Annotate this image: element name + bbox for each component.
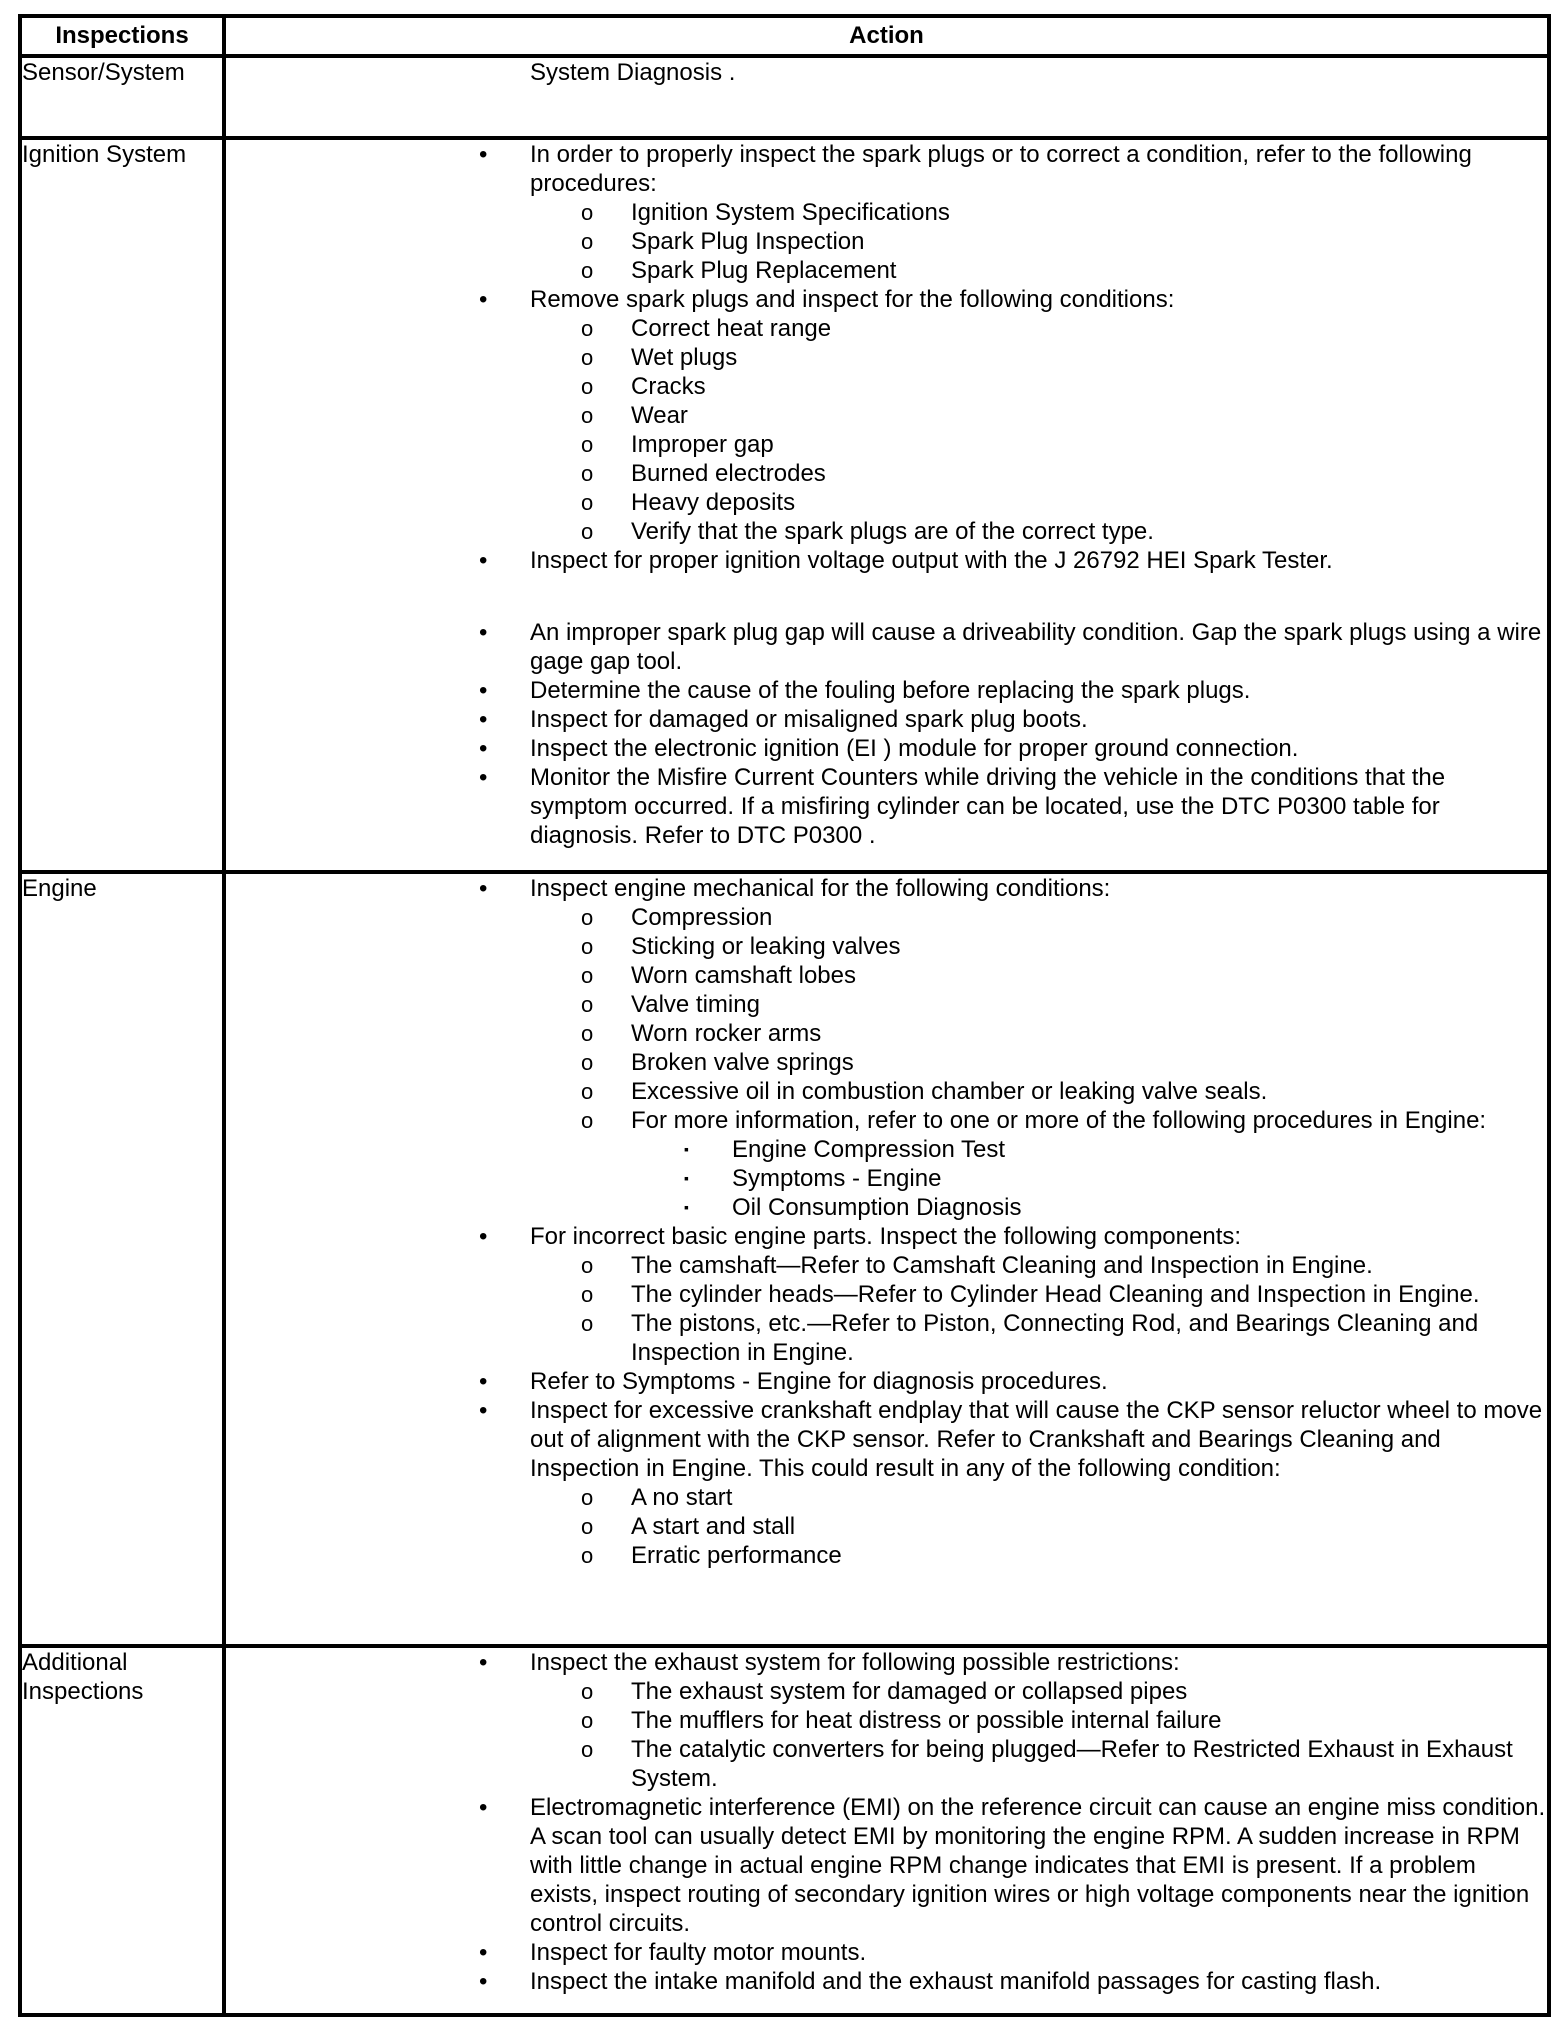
list-item: o The mufflers for heat distress or possible internal failure bbox=[581, 1707, 1222, 1734]
row-label-additional: Additional Inspections bbox=[20, 1646, 224, 2015]
list-item: o Worn camshaft lobes bbox=[581, 962, 856, 989]
bullet-icon: • bbox=[479, 1397, 488, 1424]
list-item: o A no start bbox=[581, 1484, 733, 1511]
circle-bullet-icon: o bbox=[581, 1737, 594, 1762]
list-item: o The exhaust system for damaged or collapsed pipes bbox=[581, 1678, 1188, 1705]
list-item: • In order to properly inspect the spark plugs or to correct a condition, refer to the following procedures: o Ignition System Specifications o Spark Plug Inspection o Spark Plug Replacement bbox=[226, 140, 1547, 285]
list-item: o Ignition System Specifications bbox=[581, 199, 950, 226]
bullet-icon: • bbox=[479, 1939, 488, 1966]
circle-bullet-icon: o bbox=[581, 905, 594, 930]
circle-bullet-icon: o bbox=[581, 1311, 594, 1336]
square-bullet-icon: ▪ bbox=[684, 1170, 689, 1186]
list-item: ▪ Engine Compression Test bbox=[684, 1136, 1006, 1163]
bullet-icon: • bbox=[479, 875, 488, 902]
bullet-icon: • bbox=[479, 1223, 488, 1250]
header-row bbox=[20, 16, 1549, 56]
list-item: o Sticking or leaking valves bbox=[581, 933, 901, 960]
circle-bullet-icon: o bbox=[581, 403, 594, 428]
list-item: o The catalytic converters for being plugged—Refer to Restricted Exhaust in Exhaust System. bbox=[581, 1736, 1513, 1792]
list-item: • Determine the cause of the fouling before replacing the spark plugs. bbox=[479, 677, 1251, 704]
circle-bullet-icon: o bbox=[581, 229, 594, 254]
bullet-icon: • bbox=[479, 1794, 488, 1821]
bullet-icon: • bbox=[479, 677, 488, 704]
row-label-sensor: Sensor/System bbox=[20, 56, 224, 138]
bullet-icon: • bbox=[479, 1368, 488, 1395]
inspections-table bbox=[18, 14, 1551, 2017]
circle-bullet-icon: o bbox=[581, 1282, 594, 1307]
list-item: o Compression bbox=[581, 904, 773, 931]
circle-bullet-icon: o bbox=[581, 1679, 594, 1704]
circle-bullet-icon: o bbox=[581, 963, 594, 988]
list-item: ▪ Oil Consumption Diagnosis bbox=[684, 1194, 1022, 1221]
bullet-icon: • bbox=[479, 141, 488, 168]
circle-bullet-icon: o bbox=[581, 519, 594, 544]
list-item: • Remove spark plugs and inspect for the following conditions: o Correct heat range o Wet plugs o Cracks o Wear o Improper gap o Burned electrodes o Heavy deposits o Verify that the spark plugs are of the correct type. bbox=[226, 285, 1547, 546]
list-item: o Worn rocker arms bbox=[581, 1020, 822, 1047]
list-item: o Wet plugs bbox=[581, 344, 738, 371]
circle-bullet-icon: o bbox=[581, 200, 594, 225]
action-cell-engine bbox=[224, 872, 1549, 1646]
bullet-icon: • bbox=[479, 286, 488, 313]
list-item: • Inspect the exhaust system for following possible restrictions: o The exhaust system for damaged or collapsed pipes o The mufflers for heat distress or possible internal failure o The catalytic converters for being plugged—Refer to Restricted Exhaust in Exhaust System. bbox=[226, 1648, 1547, 1793]
list-item: o Verify that the spark plugs are of the correct type. bbox=[581, 518, 1154, 545]
list-item: • Inspect for proper ignition voltage output with the J 26792 HEI Spark Tester. bbox=[479, 547, 1333, 574]
circle-bullet-icon: o bbox=[581, 1708, 594, 1733]
list-item: • Inspect for damaged or misaligned spark plug boots. bbox=[479, 706, 1088, 733]
table-row bbox=[20, 1646, 1549, 2015]
list-item: o Improper gap bbox=[581, 431, 774, 458]
list-item: ▪ Symptoms - Engine bbox=[684, 1165, 942, 1192]
bullet-icon: • bbox=[479, 764, 488, 791]
circle-bullet-icon: o bbox=[581, 1253, 594, 1278]
list-item: • Inspect for excessive crankshaft endplay that will cause the CKP sensor reluctor wheel to move out of alignment with the CKP sensor. Refer to Crankshaft and Bearings Cleaning and Inspection in Engine. This could result in any of the following condition: o A no start o A start and stall o Erratic performance bbox=[226, 1396, 1547, 1570]
circle-bullet-icon: o bbox=[581, 316, 594, 341]
list-item: • An improper spark plug gap will cause a driveability condition. Gap the spark plugs using a wire gage gap tool. bbox=[479, 619, 1542, 675]
list-item: o The cylinder heads—Refer to Cylinder Head Cleaning and Inspection in Engine. bbox=[581, 1281, 1480, 1308]
list-item: o Cracks bbox=[581, 373, 706, 400]
bullet-icon: • bbox=[479, 1968, 488, 1995]
table-row bbox=[20, 872, 1549, 1646]
list-item: o Spark Plug Inspection bbox=[581, 228, 865, 255]
circle-bullet-icon: o bbox=[581, 1079, 594, 1104]
circle-bullet-icon: o bbox=[581, 1050, 594, 1075]
action-text: System Diagnosis . bbox=[530, 59, 736, 86]
square-bullet-icon: ▪ bbox=[684, 1141, 689, 1157]
list-item: o The pistons, etc.—Refer to Piston, Connecting Rod, and Bearings Cleaning and Inspection in Engine. bbox=[581, 1310, 1479, 1366]
list-item: o Burned electrodes bbox=[581, 460, 826, 487]
list-item: • Inspect engine mechanical for the following conditions: o Compression o Sticking or leaking valves o Worn camshaft lobes o Valve timing o Worn rocker arms o Broken valve springs o Excessive oil in combustion chamber or leaking valve seals. o For more information, refer to one or more of the following procedures in Engine: ▪ Engine Compression Test ▪ Symptoms - Engine ▪ Oil Consumption Diagnosis bbox=[226, 874, 1547, 1222]
circle-bullet-icon: o bbox=[581, 374, 594, 399]
action-header: Action bbox=[224, 16, 1549, 56]
circle-bullet-icon: o bbox=[581, 1514, 594, 1539]
circle-bullet-icon: o bbox=[581, 345, 594, 370]
circle-bullet-icon: o bbox=[581, 1543, 594, 1568]
list-item: o Valve timing bbox=[581, 991, 760, 1018]
list-item: o For more information, refer to one or more of the following procedures in Engine: ▪ Engine Compression Test ▪ Symptoms - Engine ▪ Oil Consumption Diagnosis bbox=[226, 1106, 1547, 1222]
table-row bbox=[20, 56, 1549, 138]
action-cell-additional bbox=[224, 1646, 1549, 2015]
bullet-icon: • bbox=[479, 619, 488, 646]
table-row bbox=[20, 138, 1549, 872]
list-item: o The camshaft—Refer to Camshaft Cleaning and Inspection in Engine. bbox=[581, 1252, 1373, 1279]
square-bullet-icon: ▪ bbox=[684, 1199, 689, 1215]
list-item: • Electromagnetic interference (EMI) on the reference circuit can cause an engine miss condition. A scan tool can usually detect EMI by monitoring the engine RPM. A sudden increase in RPM with little change in actual engine RPM change indicates that EMI is present. If a problem exists, inspect routing of secondary ignition wires or high voltage components near the ignition control circuits. bbox=[479, 1794, 1546, 1937]
list-item: • Refer to Symptoms - Engine for diagnosis procedures. bbox=[479, 1368, 1108, 1395]
list-item: • For incorrect basic engine parts. Inspect the following components: o The camshaft—Refer to Camshaft Cleaning and Inspection in Engine. o The cylinder heads—Refer to Cylinder Head Cleaning and Inspection in Engine. o The pistons, etc.—Refer to Piston, Connecting Rod, and Bearings Cleaning and Inspection in Engine. bbox=[226, 1222, 1547, 1367]
action-cell-ignition bbox=[224, 138, 1549, 872]
bullet-icon: • bbox=[479, 735, 488, 762]
bullet-icon: • bbox=[479, 547, 488, 574]
row-label-ignition: Ignition System bbox=[20, 138, 224, 872]
circle-bullet-icon: o bbox=[581, 461, 594, 486]
circle-bullet-icon: o bbox=[581, 258, 594, 283]
list-item: o Broken valve springs bbox=[581, 1049, 854, 1076]
list-item: o Heavy deposits bbox=[581, 489, 796, 516]
row-label-engine: Engine bbox=[20, 872, 224, 1646]
inspections-header: Inspections bbox=[20, 16, 224, 56]
list-item: o Excessive oil in combustion chamber or leaking valve seals. bbox=[581, 1078, 1268, 1105]
list-item: o Spark Plug Replacement bbox=[581, 257, 897, 284]
circle-bullet-icon: o bbox=[581, 934, 594, 959]
list-item: o Correct heat range bbox=[581, 315, 832, 342]
circle-bullet-icon: o bbox=[581, 1108, 594, 1133]
action-cell-sensor bbox=[224, 56, 1549, 138]
list-item: • Monitor the Misfire Current Counters while driving the vehicle in the conditions that the symptom occurred. If a misfiring cylinder can be located, use the DTC P0300 table for diagnosis. Refer to DTC P0300 . bbox=[479, 764, 1446, 849]
list-item: • Inspect the intake manifold and the exhaust manifold passages for casting flash. bbox=[479, 1968, 1382, 1995]
list-item: • Inspect the electronic ignition (EI ) module for proper ground connection. bbox=[479, 735, 1299, 762]
bullet-icon: • bbox=[479, 706, 488, 733]
list-item: o Erratic performance bbox=[581, 1542, 842, 1569]
circle-bullet-icon: o bbox=[581, 1021, 594, 1046]
list-item: o Wear bbox=[581, 402, 688, 429]
bullet-icon: • bbox=[479, 1649, 488, 1676]
circle-bullet-icon: o bbox=[581, 992, 594, 1017]
circle-bullet-icon: o bbox=[581, 1485, 594, 1510]
list-item: o A start and stall bbox=[581, 1513, 796, 1540]
circle-bullet-icon: o bbox=[581, 432, 594, 457]
list-item: • Inspect for faulty motor mounts. bbox=[479, 1939, 867, 1966]
circle-bullet-icon: o bbox=[581, 490, 594, 515]
